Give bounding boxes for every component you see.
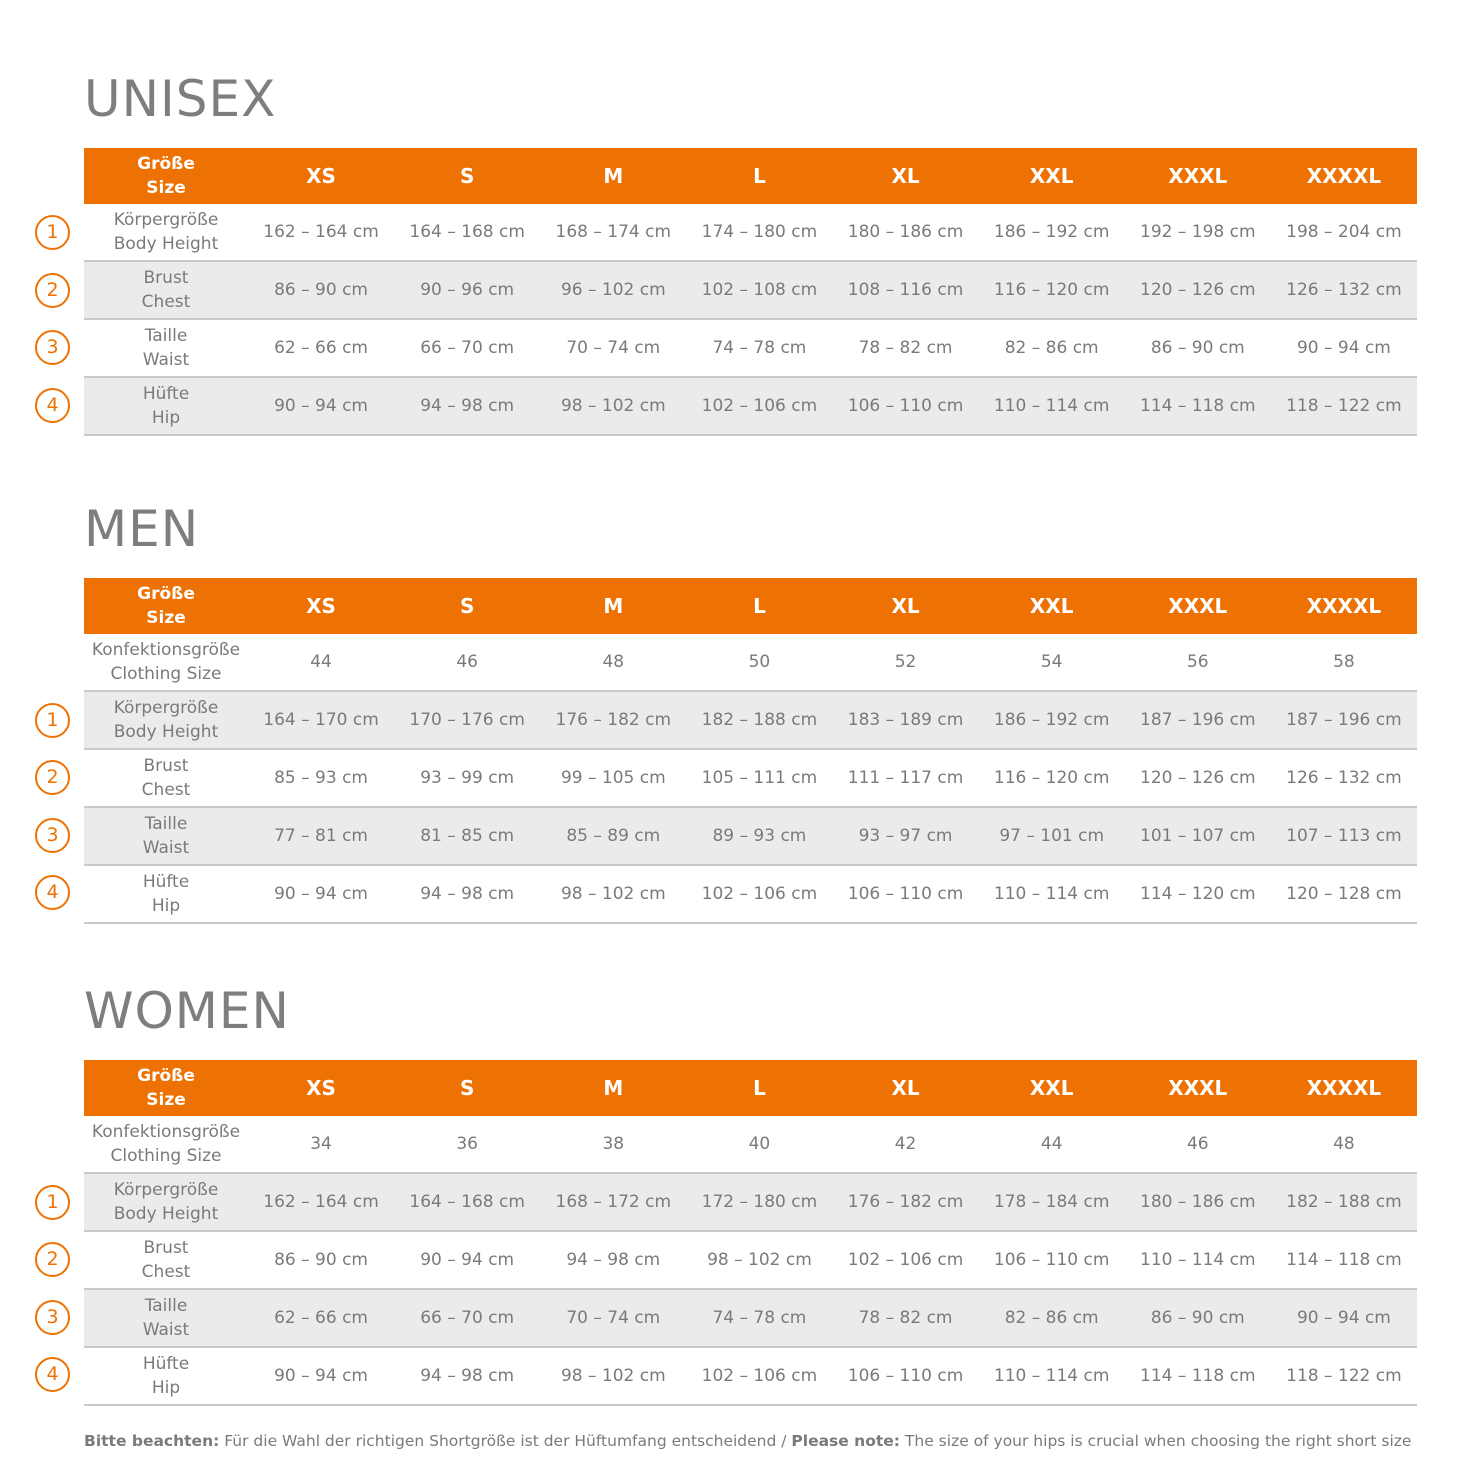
- size-table: [84, 148, 1417, 436]
- table-cell: 174 – 180 cm: [701, 222, 818, 242]
- table-cell: 42: [894, 1134, 917, 1154]
- row-label-en: Hip: [151, 1378, 181, 1398]
- row-label-de: Körpergröße: [113, 210, 219, 230]
- table-cell: 162 – 164 cm: [263, 222, 379, 242]
- header-size-l: L: [753, 1076, 766, 1100]
- header-size-label: [84, 1064, 248, 1112]
- table-row: [84, 320, 1417, 378]
- table-cell: 86 – 90 cm: [274, 280, 368, 300]
- table-row: [84, 750, 1417, 808]
- section-title: UNISEX: [84, 70, 277, 128]
- table-row: [84, 262, 1417, 320]
- table-cell: 54: [1040, 652, 1063, 672]
- row-label: [84, 324, 248, 372]
- table-cell: 98 – 102 cm: [707, 1250, 812, 1270]
- table-cell: 187 – 196 cm: [1286, 710, 1402, 730]
- table-cell: 114 – 118 cm: [1286, 1250, 1402, 1270]
- table-cell: 93 – 97 cm: [858, 826, 953, 846]
- table-cell: 101 – 107 cm: [1140, 826, 1256, 846]
- header-size-xxl: XXL: [1029, 594, 1074, 618]
- table-cell: 70 – 74 cm: [566, 1308, 661, 1328]
- table-cell: 168 – 172 cm: [555, 1192, 672, 1212]
- table-row: [84, 634, 1417, 692]
- table-cell: 102 – 106 cm: [701, 396, 818, 416]
- row-label: [84, 638, 248, 686]
- table-cell: 78 – 82 cm: [858, 338, 953, 358]
- table-cell: 93 – 99 cm: [420, 768, 515, 788]
- row-label-en: Waist: [142, 838, 190, 858]
- header-size-s: S: [459, 164, 475, 188]
- table-row: [84, 1348, 1417, 1406]
- header-size-xxxxl: XXXXL: [1306, 1076, 1382, 1100]
- row-label-de: Brust: [143, 1238, 189, 1258]
- table-cell: 116 – 120 cm: [993, 280, 1110, 300]
- measurement-number-badge: 1: [35, 703, 70, 738]
- table-cell: 82 – 86 cm: [1004, 1308, 1099, 1328]
- table-cell: 66 – 70 cm: [420, 1308, 515, 1328]
- table-cell: 111 – 117 cm: [847, 768, 964, 788]
- table-row: [84, 808, 1417, 866]
- table-cell: 34: [310, 1134, 332, 1154]
- table-header: [84, 578, 1417, 634]
- header-size-xs: XS: [306, 164, 336, 188]
- table-cell: 74 – 78 cm: [712, 338, 807, 358]
- table-cell: 114 – 118 cm: [1140, 1366, 1256, 1386]
- table-cell: 106 – 110 cm: [847, 884, 964, 904]
- table-cell: 110 – 114 cm: [993, 1366, 1110, 1386]
- row-label-en: Waist: [142, 350, 190, 370]
- table-cell: 182 – 188 cm: [1286, 1192, 1402, 1212]
- note-en-text: The size of your hips is crucial when choosing the right short size: [900, 1432, 1412, 1450]
- row-label-en: Body Height: [113, 1204, 219, 1224]
- section-title: MEN: [84, 500, 200, 558]
- table-cell: 89 – 93 cm: [712, 826, 807, 846]
- header-size-xs: XS: [306, 1076, 336, 1100]
- table-cell: 40: [748, 1134, 771, 1154]
- table-cell: 110 – 114 cm: [1140, 1250, 1256, 1270]
- row-label: [84, 1120, 248, 1168]
- row-label-de: Taille: [144, 814, 188, 834]
- table-row: [84, 204, 1417, 262]
- header-size-xxxl: XXXL: [1168, 164, 1228, 188]
- table-row: [84, 1174, 1417, 1232]
- table-row: [84, 1116, 1417, 1174]
- table-cell: 106 – 110 cm: [847, 1366, 964, 1386]
- table-cell: 102 – 108 cm: [701, 280, 818, 300]
- measurement-number-badge: 3: [35, 1300, 70, 1335]
- row-label: [84, 696, 248, 744]
- row-label-de: Taille: [144, 1296, 188, 1316]
- table-cell: 180 – 186 cm: [847, 222, 964, 242]
- table-cell: 176 – 182 cm: [847, 1192, 964, 1212]
- table-cell: 90 – 94 cm: [274, 884, 368, 904]
- table-cell: 90 – 94 cm: [274, 1366, 368, 1386]
- table-cell: 102 – 106 cm: [701, 884, 818, 904]
- row-label: [84, 208, 248, 256]
- header-size-xxxl: XXXL: [1168, 1076, 1228, 1100]
- table-cell: 118 – 122 cm: [1286, 396, 1402, 416]
- row-label-en: Clothing Size: [110, 664, 222, 684]
- table-cell: 114 – 118 cm: [1140, 396, 1256, 416]
- table-cell: 183 – 189 cm: [847, 710, 964, 730]
- header-size-s: S: [459, 594, 475, 618]
- table-cell: 98 – 102 cm: [560, 396, 666, 416]
- row-label: [84, 266, 248, 314]
- table-cell: 78 – 82 cm: [858, 1308, 953, 1328]
- table-cell: 97 – 101 cm: [999, 826, 1105, 846]
- header-size-m: M: [603, 164, 624, 188]
- header-size-xl: XL: [891, 1076, 920, 1100]
- row-label-de: Hüfte: [142, 1354, 190, 1374]
- table-row: [84, 866, 1417, 924]
- table-cell: 192 – 198 cm: [1140, 222, 1256, 242]
- table-cell: 162 – 164 cm: [263, 1192, 379, 1212]
- row-label: [84, 382, 248, 430]
- header-size-s: S: [459, 1076, 475, 1100]
- header-size-xl: XL: [891, 594, 920, 618]
- table-cell: 74 – 78 cm: [712, 1308, 807, 1328]
- table-cell: 164 – 170 cm: [263, 710, 379, 730]
- table-cell: 180 – 186 cm: [1140, 1192, 1256, 1212]
- row-label-en: Body Height: [113, 722, 219, 742]
- note-en-label: Please note:: [791, 1432, 900, 1450]
- table-cell: 48: [602, 652, 625, 672]
- row-label: [84, 754, 248, 802]
- table-cell: 107 – 113 cm: [1286, 826, 1402, 846]
- table-cell: 90 – 94 cm: [1296, 1308, 1391, 1328]
- row-label: [84, 1294, 248, 1342]
- header-label-de: Größe: [137, 154, 195, 174]
- table-cell: 164 – 168 cm: [409, 1192, 525, 1212]
- note-de-text: Für die Wahl der richtigen Shortgröße ist der Hüftumfang entscheidend /: [219, 1432, 792, 1450]
- row-label: [84, 1236, 248, 1284]
- header-label-de: Größe: [137, 1066, 195, 1086]
- measurement-number-badge: 1: [35, 1185, 70, 1220]
- row-label-en: Chest: [141, 292, 191, 312]
- table-cell: 178 – 184 cm: [993, 1192, 1110, 1212]
- header-size-xxxxl: XXXXL: [1306, 164, 1382, 188]
- table-cell: 70 – 74 cm: [566, 338, 661, 358]
- table-cell: 114 – 120 cm: [1140, 884, 1256, 904]
- table-cell: 176 – 182 cm: [555, 710, 672, 730]
- measurement-number-badge: 4: [35, 875, 70, 910]
- table-cell: 105 – 111 cm: [701, 768, 818, 788]
- table-row: [84, 692, 1417, 750]
- table-cell: 187 – 196 cm: [1140, 710, 1256, 730]
- table-cell: 118 – 122 cm: [1286, 1366, 1402, 1386]
- header-size-xxxxl: XXXXL: [1306, 594, 1382, 618]
- table-cell: 99 – 105 cm: [560, 768, 666, 788]
- row-label-en: Clothing Size: [110, 1146, 222, 1166]
- row-label-de: Konfektionsgröße: [91, 1122, 241, 1142]
- row-label: [84, 1178, 248, 1226]
- table-cell: 182 – 188 cm: [701, 710, 818, 730]
- table-cell: 110 – 114 cm: [993, 396, 1110, 416]
- table-cell: 50: [748, 652, 771, 672]
- header-size-xxl: XXL: [1029, 164, 1074, 188]
- table-cell: 90 – 96 cm: [420, 280, 515, 300]
- row-label-de: Hüfte: [142, 384, 190, 404]
- measurement-number-badge: 2: [35, 760, 70, 795]
- table-cell: 172 – 180 cm: [701, 1192, 818, 1212]
- header-size-xl: XL: [891, 164, 920, 188]
- table-cell: 108 – 116 cm: [847, 280, 964, 300]
- header-size-xxxl: XXXL: [1168, 594, 1228, 618]
- row-label-de: Konfektionsgröße: [91, 640, 241, 660]
- table-cell: 90 – 94 cm: [1296, 338, 1391, 358]
- table-cell: 62 – 66 cm: [274, 1308, 368, 1328]
- row-label-en: Hip: [151, 408, 181, 428]
- section-title: WOMEN: [84, 982, 290, 1040]
- table-cell: 85 – 93 cm: [274, 768, 368, 788]
- header-label-en: Size: [146, 178, 186, 198]
- header-size-m: M: [603, 594, 624, 618]
- footnote: [84, 1432, 1417, 1450]
- table-cell: 164 – 168 cm: [409, 222, 525, 242]
- header-label-en: Size: [146, 1090, 186, 1110]
- table-cell: 86 – 90 cm: [1150, 1308, 1245, 1328]
- row-label-en: Hip: [151, 896, 181, 916]
- header-size-xs: XS: [306, 594, 336, 618]
- measurement-number-badge: 3: [35, 818, 70, 853]
- measurement-number-badge: 4: [35, 388, 70, 423]
- table-cell: 102 – 106 cm: [701, 1366, 818, 1386]
- table-cell: 98 – 102 cm: [560, 884, 666, 904]
- header-size-l: L: [753, 594, 766, 618]
- table-header: [84, 148, 1417, 204]
- table-cell: 58: [1333, 652, 1355, 672]
- row-label-de: Hüfte: [142, 872, 190, 892]
- table-cell: 90 – 94 cm: [420, 1250, 515, 1270]
- table-cell: 94 – 98 cm: [566, 1250, 661, 1270]
- table-cell: 86 – 90 cm: [274, 1250, 368, 1270]
- table-cell: 168 – 174 cm: [555, 222, 672, 242]
- header-size-m: M: [603, 1076, 624, 1100]
- table-cell: 110 – 114 cm: [993, 884, 1110, 904]
- row-label: [84, 812, 248, 860]
- table-cell: 102 – 106 cm: [847, 1250, 964, 1270]
- measurement-number-badge: 2: [35, 273, 70, 308]
- table-cell: 56: [1186, 652, 1209, 672]
- table-cell: 120 – 126 cm: [1140, 280, 1256, 300]
- table-header: [84, 1060, 1417, 1116]
- row-label-de: Brust: [143, 268, 189, 288]
- header-size-xxl: XXL: [1029, 1076, 1074, 1100]
- row-label-en: Chest: [141, 1262, 191, 1282]
- row-label-en: Waist: [142, 1320, 190, 1340]
- table-cell: 38: [602, 1134, 625, 1154]
- table-cell: 186 – 192 cm: [993, 710, 1110, 730]
- row-label-en: Body Height: [113, 234, 219, 254]
- table-cell: 62 – 66 cm: [274, 338, 368, 358]
- table-row: [84, 378, 1417, 436]
- measurement-number-badge: 4: [35, 1357, 70, 1392]
- table-cell: 86 – 90 cm: [1150, 338, 1245, 358]
- table-cell: 120 – 126 cm: [1140, 768, 1256, 788]
- table-cell: 48: [1333, 1134, 1355, 1154]
- table-cell: 120 – 128 cm: [1286, 884, 1402, 904]
- table-cell: 96 – 102 cm: [560, 280, 666, 300]
- table-cell: 94 – 98 cm: [420, 1366, 515, 1386]
- table-row: [84, 1290, 1417, 1348]
- table-cell: 44: [310, 652, 332, 672]
- note-de-label: Bitte beachten:: [84, 1432, 220, 1450]
- table-cell: 77 – 81 cm: [274, 826, 368, 846]
- table-cell: 116 – 120 cm: [993, 768, 1110, 788]
- header-label-en: Size: [146, 608, 186, 628]
- header-size-label: [84, 582, 248, 630]
- table-cell: 36: [456, 1134, 478, 1154]
- row-label-de: Körpergröße: [113, 698, 219, 718]
- size-table: [84, 1060, 1417, 1406]
- row-label-de: Taille: [144, 326, 188, 346]
- measurement-number-badge: 1: [35, 215, 70, 250]
- table-cell: 85 – 89 cm: [566, 826, 661, 846]
- table-cell: 46: [456, 652, 478, 672]
- row-label-de: Brust: [143, 756, 189, 776]
- table-cell: 46: [1186, 1134, 1209, 1154]
- row-label-en: Chest: [141, 780, 191, 800]
- row-label: [84, 1352, 248, 1400]
- table-cell: 82 – 86 cm: [1004, 338, 1099, 358]
- table-cell: 66 – 70 cm: [420, 338, 515, 358]
- table-cell: 94 – 98 cm: [420, 396, 515, 416]
- table-cell: 106 – 110 cm: [993, 1250, 1110, 1270]
- size-table: [84, 578, 1417, 924]
- table-cell: 126 – 132 cm: [1286, 280, 1402, 300]
- table-cell: 126 – 132 cm: [1286, 768, 1402, 788]
- table-cell: 44: [1040, 1134, 1063, 1154]
- table-cell: 170 – 176 cm: [409, 710, 525, 730]
- row-label: [84, 870, 248, 918]
- measurement-number-badge: 3: [35, 330, 70, 365]
- table-cell: 98 – 102 cm: [560, 1366, 666, 1386]
- table-cell: 94 – 98 cm: [420, 884, 515, 904]
- table-cell: 81 – 85 cm: [420, 826, 515, 846]
- table-cell: 198 – 204 cm: [1286, 222, 1402, 242]
- table-cell: 186 – 192 cm: [993, 222, 1110, 242]
- header-size-label: [84, 152, 248, 200]
- table-cell: 90 – 94 cm: [274, 396, 368, 416]
- table-cell: 106 – 110 cm: [847, 396, 964, 416]
- row-label-de: Körpergröße: [113, 1180, 219, 1200]
- header-size-l: L: [753, 164, 766, 188]
- header-label-de: Größe: [137, 584, 195, 604]
- table-row: [84, 1232, 1417, 1290]
- measurement-number-badge: 2: [35, 1242, 70, 1277]
- table-cell: 52: [894, 652, 917, 672]
